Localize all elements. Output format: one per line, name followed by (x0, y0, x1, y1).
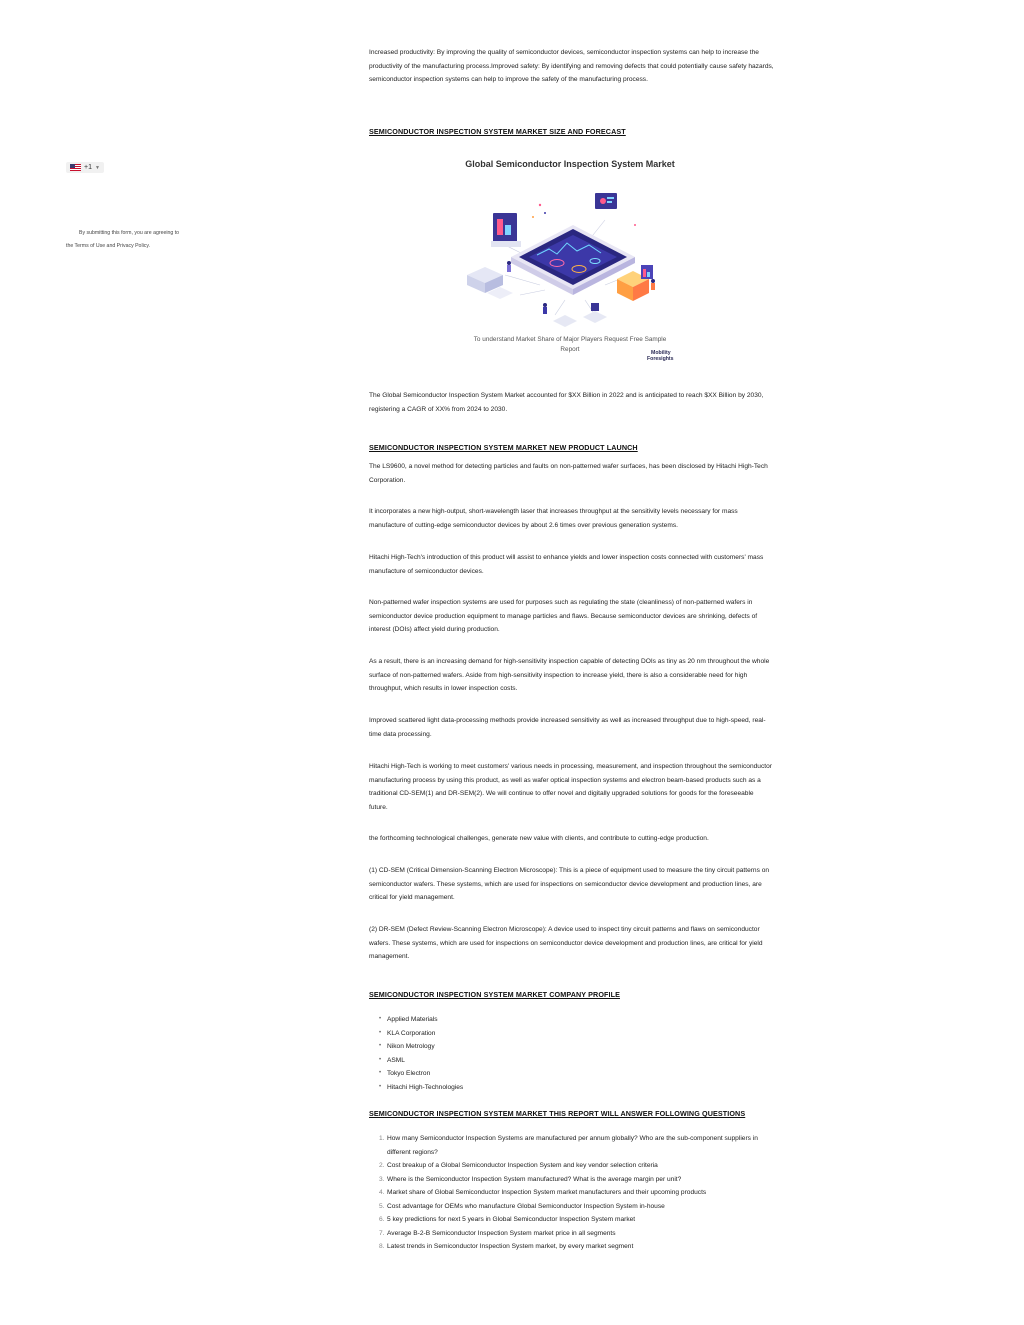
product-launch-paragraph: Hitachi High-Tech is working to meet customers' various needs in processing, measurement, and inspection throughout the semiconductor manufacturing process by using this product, as well as wafer optical inspection systems and electron beam-based products such as a traditional CD-SEM(1) and DR-SEM(2). We will continue to offer novel and digitally upgraded solutions for goods for the foreseeable future. (369, 763, 772, 811)
question-text: Cost breakup of a Global Semiconductor Inspection System and key vendor selection criteria (387, 1162, 658, 1169)
product-launch-p7-wrap (369, 760, 774, 814)
country-code-label: +1 (84, 164, 92, 171)
question-item: 4. Market share of Global Semiconductor Inspection System market manufacturers and their upcoming products (379, 1189, 707, 1196)
questions-list (369, 1132, 774, 1254)
article-intro (369, 46, 774, 87)
product-launch-paragraph: Hitachi High-Tech's introduction of this product will assist to enhance yields and lower inspection costs connected with customers' mass manufacture of semiconductor devices. (369, 554, 764, 575)
brand-line-1: Mobility (651, 350, 671, 356)
company-list-wrap (369, 1013, 774, 1094)
consent-line-1: By submitting this form, you are agreeing to (79, 230, 180, 236)
question-text: How many Semiconductor Inspection Systems are manufactured per annum globally? Who are the sub-component suppliers in different regions? (387, 1135, 758, 1156)
product-launch-p10-wrap (369, 923, 774, 964)
footnote-cd-sem: (1) CD-SEM (Critical Dimension-Scanning Electron Microscope): This is a piece of equipment used to measure the tiny circuit patterns on semiconductor wafers. These systems, which are used for inspections on semiconductor device development and production lines, are critical for yield management. (369, 867, 770, 902)
product-launch-p1-wrap (369, 460, 774, 487)
size-forecast-body (369, 389, 774, 416)
section-size-forecast (369, 127, 774, 136)
product-launch-p2-wrap (369, 505, 774, 532)
product-launch-paragraph: Improved scattered light data-processing methods provide increased sensitivity as well as increased throughput due to high-speed, real-time data processing. (369, 717, 766, 738)
product-launch-p4-wrap (369, 596, 774, 637)
section-heading-company-profile: SEMICONDUCTOR INSPECTION SYSTEM MARKET COMPANY PROFILE (369, 990, 620, 999)
infographic-caption[interactable]: To understand Market Share of Major Players Request Free Sample Report (473, 336, 667, 353)
product-launch-p3-wrap (369, 551, 774, 578)
question-item: 8. Latest trends in Semiconductor Inspection System market, by every market segment (379, 1243, 634, 1250)
question-item: 1. How many Semiconductor Inspection Systems are manufactured per annum globally? Who are the sub-component suppliers in different regions? (379, 1135, 758, 1156)
form-consent-text (66, 227, 196, 253)
product-launch-p5-wrap (369, 655, 774, 696)
infographic-title: Global Semiconductor Inspection System Market (465, 159, 675, 169)
question-text: Latest trends in Semiconductor Inspection System market, by every market segment (387, 1243, 634, 1250)
question-text: Cost advantage for OEMs who manufacture Global Semiconductor Inspection System in-house (387, 1202, 665, 1210)
question-item: 7. Average B-2-B Semiconductor Inspection System market price in all segments (379, 1229, 616, 1237)
question-item: 2. Cost breakup of a Global Semiconductor Inspection System and key vendor selection criteria (379, 1162, 658, 1169)
product-launch-p8-wrap (369, 832, 774, 846)
company-item: • Tokyo Electron (369, 1067, 774, 1081)
product-launch-p9-wrap (369, 864, 774, 905)
us-flag-icon (70, 164, 81, 171)
brand-logo (647, 350, 674, 362)
product-launch-paragraph: Non-patterned wafer inspection systems are used for purposes such as regulating the state (cleanliness) of non-patterned wafers in semiconductor device production equipment to manage particles and flaws. Because semiconductor devices are shrinking, defects of interest (DOIs) affect yield during production. (369, 599, 758, 634)
question-item: 3. Where is the Semiconductor Inspection System manufactured? What is the average margin per unit? (379, 1175, 682, 1183)
questions-list-wrap (369, 1132, 774, 1254)
section-heading-size-forecast: SEMICONDUCTOR INSPECTION SYSTEM MARKET SIZE AND FORECAST (369, 127, 626, 136)
country-code-select[interactable] (66, 162, 104, 173)
product-launch-paragraph: The LS9600, a novel method for detecting particles and faults on non-patterned wafer surfaces, has been disclosed by Hitachi High-Tech Corporation. (369, 463, 768, 484)
market-infographic[interactable] (445, 155, 695, 370)
section-product-launch (369, 443, 774, 452)
company-list (369, 1013, 774, 1094)
question-item: 6. 5 key predictions for next 5 years in Global Semiconductor Inspection System market (379, 1216, 636, 1223)
company-item: • Nikon Metrology (369, 1040, 774, 1054)
product-launch-paragraph: As a result, there is an increasing demand for high-sensitivity inspection capable of detecting DOIs as tiny as 20 nm throughout the whole surface of non-patterned wafers. Aside from high-sensitivity inspection to increase yield, there is also a considerable need for high throughput, which results in lower inspection costs. (369, 658, 770, 693)
product-launch-p6-wrap (369, 714, 774, 741)
section-heading-product-launch: SEMICONDUCTOR INSPECTION SYSTEM MARKET NEW PRODUCT LAUNCH (369, 443, 638, 452)
footnote-dr-sem: (2) DR-SEM (Defect Review-Scanning Electron Microscope): A device used to inspect tiny circuit patterns and flaws on semiconductor wafers. These systems, which are used for inspections on semiconductor device development and production lines, are critical for yield management. (369, 926, 763, 961)
question-item: 5. Cost advantage for OEMs who manufacture Global Semiconductor Inspection System in-house (379, 1202, 665, 1210)
company-item: • ASML (369, 1054, 774, 1068)
market-size-paragraph: The Global Semiconductor Inspection System Market accounted for $XX Billion in 2022 and is anticipated to reach $XX Billion by 2030, registering a CAGR of XX% from 2024 to 2030. (369, 392, 764, 413)
product-launch-paragraph: It incorporates a new high-output, short-wavelength laser that increases throughput at the sensitivity levels necessary for mass manufacture of cutting-edge semiconductor devices by about 2.6 times over previous generation systems. (369, 508, 738, 529)
product-launch-paragraph: the forthcoming technological challenges, generate new value with clients, and contribute to cutting-edge production. (369, 835, 709, 842)
brand-line-2: Foresights (647, 356, 674, 362)
company-item: • Applied Materials (369, 1013, 774, 1027)
company-item: • Hitachi High-Technologies (369, 1081, 774, 1095)
section-questions (369, 1109, 774, 1118)
section-company-profile (369, 990, 774, 999)
question-text: Market share of Global Semiconductor Inspection System market manufacturers and their upcoming products (387, 1189, 707, 1196)
section-heading-questions: SEMICONDUCTOR INSPECTION SYSTEM MARKET THIS REPORT WILL ANSWER FOLLOWING QUESTIONS (369, 1109, 746, 1118)
isometric-dashboard-illustration (445, 175, 695, 350)
consent-line-2: the Terms of Use and Privacy Policy. (66, 243, 150, 249)
question-text: Where is the Semiconductor Inspection System manufactured? What is the average margin per unit? (387, 1175, 682, 1183)
question-text: 5 key predictions for next 5 years in Global Semiconductor Inspection System market (387, 1216, 636, 1223)
question-text: Average B-2-B Semiconductor Inspection System market price in all segments (387, 1229, 616, 1237)
chevron-down-icon: ▼ (94, 164, 100, 171)
company-item: • KLA Corporation (369, 1027, 774, 1041)
intro-paragraph: Increased productivity: By improving the quality of semiconductor devices, semiconductor inspection systems can help to increase the productivity of the manufacturing process.Improved safety: By identifying and removing defects that could potentially cause safety hazards, semiconductor inspection systems can help to improve the safety of the manufacturing process. (369, 49, 774, 84)
